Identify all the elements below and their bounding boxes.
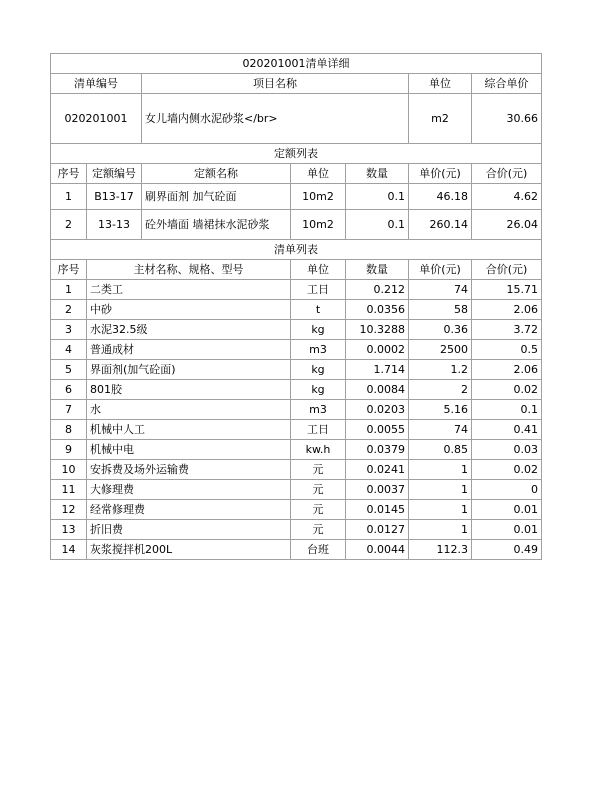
material-cell: t bbox=[291, 300, 346, 320]
quota-header-cell: 单价(元) bbox=[409, 164, 472, 184]
material-cell: 3.72 bbox=[472, 320, 542, 340]
bill-code-header: 清单编号 bbox=[51, 74, 142, 94]
material-header-cell: 数量 bbox=[346, 260, 409, 280]
material-row bbox=[51, 280, 542, 300]
material-cell: m3 bbox=[291, 400, 346, 420]
quota-cell: 13-13 bbox=[87, 210, 142, 240]
material-row bbox=[51, 540, 542, 560]
material-cell: 12 bbox=[51, 500, 87, 520]
material-cell: 2500 bbox=[409, 340, 472, 360]
material-cell: 二类工 bbox=[87, 280, 291, 300]
material-cell: 台班 bbox=[291, 540, 346, 560]
material-row bbox=[51, 300, 542, 320]
quota-header-cell: 数量 bbox=[346, 164, 409, 184]
material-cell: 经常修理费 bbox=[87, 500, 291, 520]
material-row bbox=[51, 360, 542, 380]
material-cell: 1 bbox=[51, 280, 87, 300]
material-cell: 801胶 bbox=[87, 380, 291, 400]
material-cell: 中砂 bbox=[87, 300, 291, 320]
quota-cell: 26.04 bbox=[472, 210, 542, 240]
material-cell: 0.0356 bbox=[346, 300, 409, 320]
material-cell: 折旧费 bbox=[87, 520, 291, 540]
quota-cell: 刷界面剂 加气砼面 bbox=[142, 184, 291, 210]
quota-cell: 2 bbox=[51, 210, 87, 240]
material-cell: 0.212 bbox=[346, 280, 409, 300]
material-cell: 2 bbox=[409, 380, 472, 400]
material-cell: 机械中人工 bbox=[87, 420, 291, 440]
material-cell: 0.41 bbox=[472, 420, 542, 440]
material-cell: 界面剂(加气砼面) bbox=[87, 360, 291, 380]
material-header-row bbox=[51, 260, 542, 280]
material-cell: 8 bbox=[51, 420, 87, 440]
material-cell: 2 bbox=[51, 300, 87, 320]
material-cell: 元 bbox=[291, 500, 346, 520]
material-cell: m3 bbox=[291, 340, 346, 360]
quota-cell: B13-17 bbox=[87, 184, 142, 210]
material-header-cell: 合价(元) bbox=[472, 260, 542, 280]
material-cell: 0.02 bbox=[472, 380, 542, 400]
material-row bbox=[51, 380, 542, 400]
material-cell: kg bbox=[291, 380, 346, 400]
material-cell: 5 bbox=[51, 360, 87, 380]
material-cell: 5.16 bbox=[409, 400, 472, 420]
material-cell: 3 bbox=[51, 320, 87, 340]
material-row bbox=[51, 320, 542, 340]
material-cell: 0.01 bbox=[472, 500, 542, 520]
material-row bbox=[51, 340, 542, 360]
material-cell: 0.0037 bbox=[346, 480, 409, 500]
material-cell: 1.714 bbox=[346, 360, 409, 380]
quota-cell: 4.62 bbox=[472, 184, 542, 210]
material-row bbox=[51, 400, 542, 420]
material-row bbox=[51, 420, 542, 440]
quota-cell: 10m2 bbox=[291, 210, 346, 240]
material-cell: 灰浆搅拌机200L bbox=[87, 540, 291, 560]
material-header-cell: 序号 bbox=[51, 260, 87, 280]
table-title: 020201001清单详细 bbox=[51, 54, 542, 74]
quota-header-cell: 定额编号 bbox=[87, 164, 142, 184]
material-cell: 0 bbox=[472, 480, 542, 500]
material-cell: 0.1 bbox=[472, 400, 542, 420]
table-body bbox=[51, 54, 542, 560]
material-cell: 58 bbox=[409, 300, 472, 320]
material-cell: 安拆费及场外运输费 bbox=[87, 460, 291, 480]
quota-header-cell: 合价(元) bbox=[472, 164, 542, 184]
material-cell: 工日 bbox=[291, 420, 346, 440]
quota-header-cell: 序号 bbox=[51, 164, 87, 184]
material-cell: 10 bbox=[51, 460, 87, 480]
material-header-cell: 单价(元) bbox=[409, 260, 472, 280]
material-cell: 0.01 bbox=[472, 520, 542, 540]
bill-unit-header: 单位 bbox=[409, 74, 472, 94]
bill-name: 女儿墙内侧水泥砂浆</br> bbox=[142, 94, 409, 144]
bill-price: 30.66 bbox=[472, 94, 542, 144]
quota-cell: 0.1 bbox=[346, 184, 409, 210]
material-cell: kg bbox=[291, 320, 346, 340]
material-cell: 0.03 bbox=[472, 440, 542, 460]
quota-cell: 260.14 bbox=[409, 210, 472, 240]
material-cell: 0.0203 bbox=[346, 400, 409, 420]
material-cell: 大修理费 bbox=[87, 480, 291, 500]
bill-unit: m2 bbox=[409, 94, 472, 144]
material-cell: 2.06 bbox=[472, 300, 542, 320]
material-cell: 15.71 bbox=[472, 280, 542, 300]
material-cell: 1 bbox=[409, 500, 472, 520]
material-cell: 74 bbox=[409, 280, 472, 300]
quota-section-row bbox=[51, 144, 542, 164]
material-cell: 4 bbox=[51, 340, 87, 360]
bill-header-row bbox=[51, 74, 542, 94]
material-cell: 0.02 bbox=[472, 460, 542, 480]
material-row bbox=[51, 500, 542, 520]
material-cell: 0.0055 bbox=[346, 420, 409, 440]
material-section-row bbox=[51, 240, 542, 260]
detail-table bbox=[50, 53, 542, 560]
material-cell: 2.06 bbox=[472, 360, 542, 380]
quota-cell: 10m2 bbox=[291, 184, 346, 210]
material-cell: 机械中电 bbox=[87, 440, 291, 460]
quota-cell: 砼外墙面 墙裙抹水泥砂浆 bbox=[142, 210, 291, 240]
material-row bbox=[51, 480, 542, 500]
material-cell: kw.h bbox=[291, 440, 346, 460]
material-cell: 1 bbox=[409, 520, 472, 540]
quota-cell: 46.18 bbox=[409, 184, 472, 210]
material-cell: 0.36 bbox=[409, 320, 472, 340]
material-header-cell: 单位 bbox=[291, 260, 346, 280]
title-row bbox=[51, 54, 542, 74]
quota-cell: 1 bbox=[51, 184, 87, 210]
material-cell: 0.49 bbox=[472, 540, 542, 560]
material-cell: 水泥32.5级 bbox=[87, 320, 291, 340]
quota-section-title: 定额列表 bbox=[51, 144, 542, 164]
material-cell: 元 bbox=[291, 460, 346, 480]
bill-name-header: 项目名称 bbox=[142, 74, 409, 94]
quota-header-cell: 单位 bbox=[291, 164, 346, 184]
quota-header-row bbox=[51, 164, 542, 184]
quota-row bbox=[51, 184, 542, 210]
material-cell: 6 bbox=[51, 380, 87, 400]
material-row bbox=[51, 520, 542, 540]
bill-row bbox=[51, 94, 542, 144]
material-cell: 112.3 bbox=[409, 540, 472, 560]
material-section-title: 清单列表 bbox=[51, 240, 542, 260]
quota-cell: 0.1 bbox=[346, 210, 409, 240]
material-cell: 74 bbox=[409, 420, 472, 440]
material-cell: 0.0002 bbox=[346, 340, 409, 360]
material-cell: 10.3288 bbox=[346, 320, 409, 340]
material-cell: 普通成材 bbox=[87, 340, 291, 360]
material-header-cell: 主材名称、规格、型号 bbox=[87, 260, 291, 280]
material-cell: 0.5 bbox=[472, 340, 542, 360]
material-cell: 元 bbox=[291, 520, 346, 540]
material-cell: 11 bbox=[51, 480, 87, 500]
material-cell: 9 bbox=[51, 440, 87, 460]
material-cell: 水 bbox=[87, 400, 291, 420]
material-cell: 7 bbox=[51, 400, 87, 420]
material-cell: 0.85 bbox=[409, 440, 472, 460]
material-row bbox=[51, 460, 542, 480]
material-cell: 0.0044 bbox=[346, 540, 409, 560]
material-cell: 0.0084 bbox=[346, 380, 409, 400]
material-cell: 0.0379 bbox=[346, 440, 409, 460]
material-cell: 14 bbox=[51, 540, 87, 560]
material-cell: 0.0145 bbox=[346, 500, 409, 520]
quota-row bbox=[51, 210, 542, 240]
material-cell: 元 bbox=[291, 480, 346, 500]
material-cell: 工日 bbox=[291, 280, 346, 300]
material-cell: 1 bbox=[409, 480, 472, 500]
material-cell: 0.0127 bbox=[346, 520, 409, 540]
bill-price-header: 综合单价 bbox=[472, 74, 542, 94]
bill-code: 020201001 bbox=[51, 94, 142, 144]
material-cell: 0.0241 bbox=[346, 460, 409, 480]
material-cell: kg bbox=[291, 360, 346, 380]
quota-header-cell: 定额名称 bbox=[142, 164, 291, 184]
material-cell: 13 bbox=[51, 520, 87, 540]
material-row bbox=[51, 440, 542, 460]
material-cell: 1.2 bbox=[409, 360, 472, 380]
material-cell: 1 bbox=[409, 460, 472, 480]
